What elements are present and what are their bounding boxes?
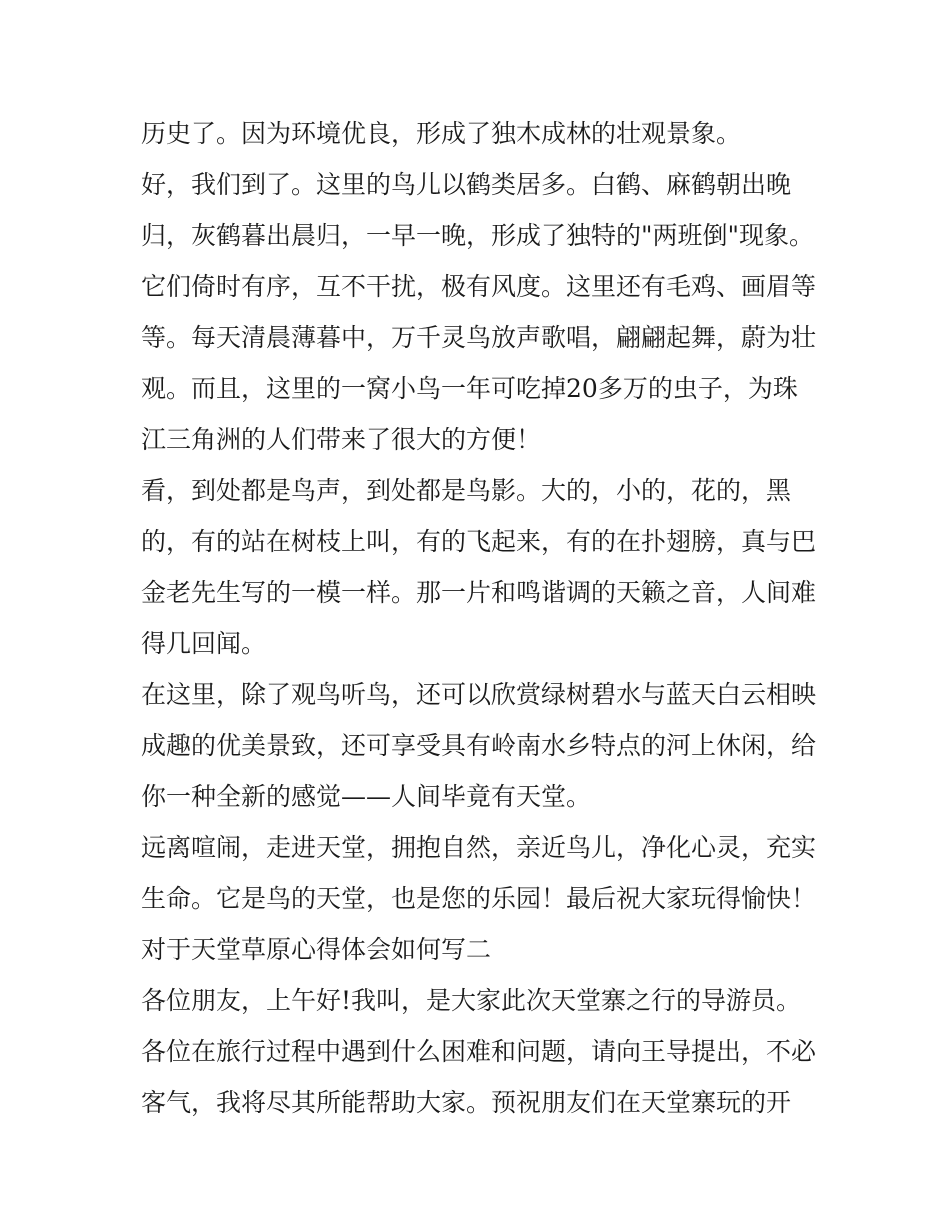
text-line: 得几回闻。: [141, 629, 267, 658]
text-line: 江三角洲的人们带来了很大的方便！: [141, 425, 542, 454]
text-line: 它们倚时有序，互不干扰，极有风度。这里还有毛鸡、画眉等: [141, 272, 817, 301]
text-line: 各位朋友，上午好!我叫，是大家此次天堂寨之行的导游员。: [141, 986, 802, 1015]
text-line: 各位在旅行过程中遇到什么困难和问题，请向王导提出，不必: [141, 1037, 817, 1066]
text-line: 客气，我将尽其所能帮助大家。预祝朋友们在天堂寨玩的开: [141, 1088, 792, 1117]
text-line: 的，有的站在树枝上叫，有的飞起来，有的在扑翅膀，真与巴: [141, 527, 817, 556]
text-line: 看，到处都是鸟声，到处都是鸟影。大的，小的，花的，黑: [141, 476, 792, 505]
text-line: 好，我们到了。这里的鸟儿以鹤类居多。白鹤、麻鹤朝出晚: [141, 170, 792, 199]
text-line: 生命。它是鸟的天堂，也是您的乐园！最后祝大家玩得愉快！: [141, 884, 817, 913]
text-line: 归，灰鹤暮出晨归，一早一晚，形成了独特的"两班倒"现象。: [141, 221, 815, 250]
text-line: 等。每天清晨薄暮中，万千灵鸟放声歌唱，翩翩起舞，蔚为壮: [141, 323, 817, 352]
text-line: 金老先生写的一模一样。那一片和鸣谐调的天籁之音，人间难: [141, 578, 817, 607]
document-body: [141, 108, 821, 1128]
text-line: 成趣的优美景致，还可享受具有岭南水乡特点的河上休闲，给: [141, 731, 817, 760]
text-line: 历史了。因为环境优良，形成了独木成林的壮观景象。: [141, 119, 742, 148]
text-line: 远离喧闹，走进天堂，拥抱自然，亲近鸟儿，净化心灵，充实: [141, 833, 817, 862]
text-line: 观。而且，这里的一窝小鸟一年可吃掉20多万的虫子，为珠: [141, 374, 798, 403]
text-line: 你一种全新的感觉——人间毕竟有天堂。: [141, 782, 592, 811]
text-line: 在这里，除了观鸟听鸟，还可以欣赏绿树碧水与蓝天白云相映: [141, 680, 817, 709]
section-heading: 对于天堂草原心得体会如何写二: [141, 935, 492, 964]
